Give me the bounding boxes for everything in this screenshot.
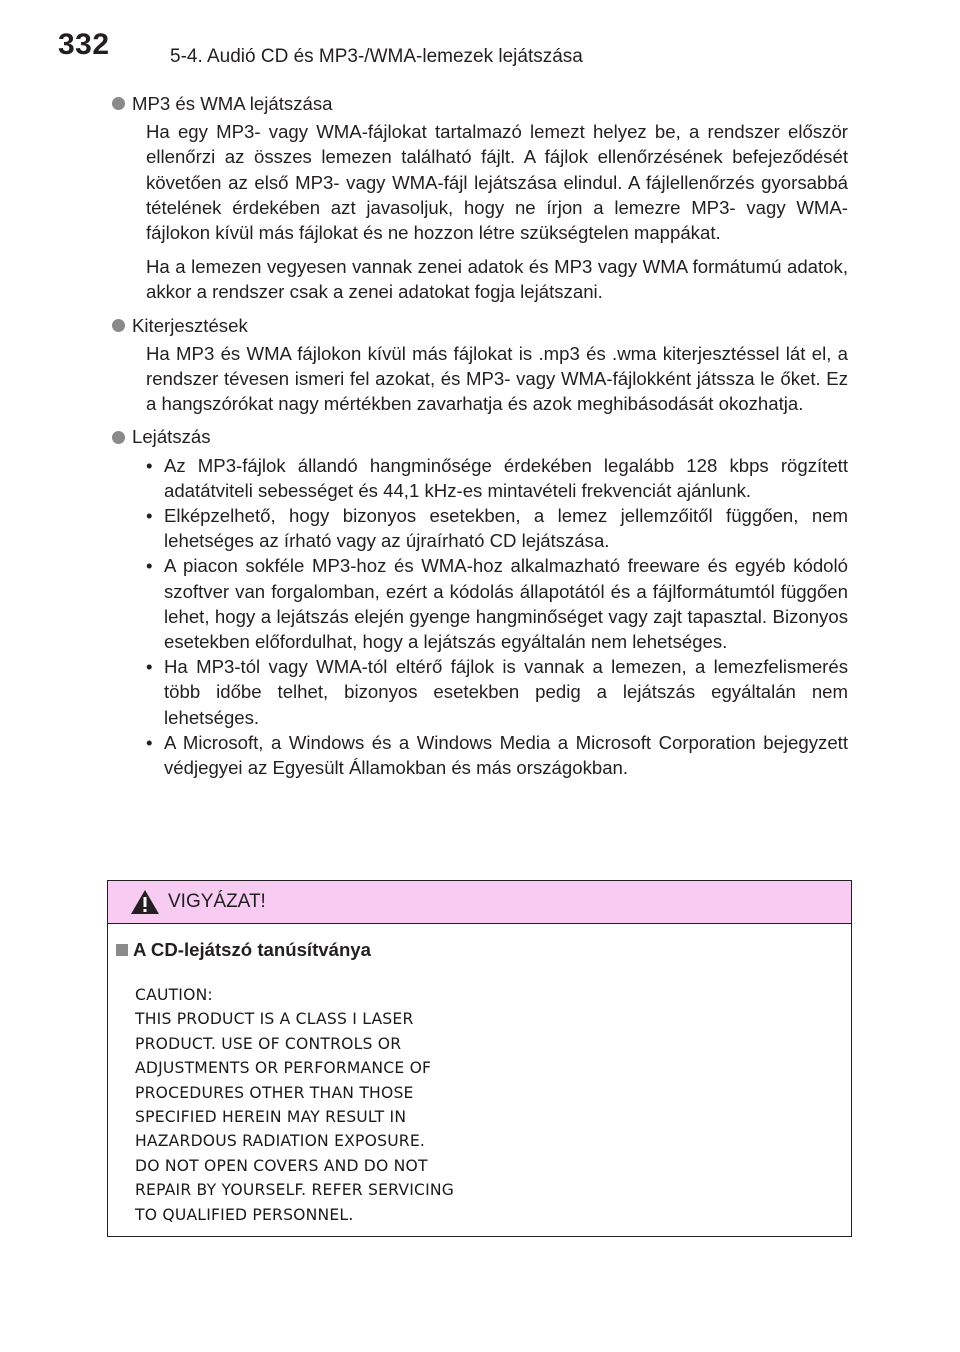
circle-bullet-icon xyxy=(112,97,125,110)
section-heading xyxy=(112,91,848,116)
main-content xyxy=(112,91,848,788)
caution-line: ADJUSTMENTS OR PERFORMANCE OF xyxy=(135,1059,432,1078)
list-item: • Ha MP3-tól vagy WMA-tól eltérő fájlok is vannak a lemezen, a lemezfelismerés több időbe telhet, bizonyos esetekben pedig a lejátszás egyáltalán nem lehetséges. xyxy=(146,654,848,730)
warning-box xyxy=(107,880,852,1237)
laser-caution-label xyxy=(135,983,454,1227)
section-extensions xyxy=(112,313,848,417)
section-heading-text: MP3 és WMA lejátszása xyxy=(132,93,333,114)
list-item: • Az MP3-fájlok állandó hangminősége érdekében legalább 128 kbps rögzített adatátviteli sebességet és 44,1 kHz-es mintavételi frekvenciát ajánlunk. xyxy=(146,453,848,503)
caution-line: PROCEDURES OTHER THAN THOSE xyxy=(135,1083,414,1102)
paragraph: Ha MP3 és WMA fájlokon kívül más fájlokat is .mp3 és .wma kiterjesztéssel lát el, a rendszer tévesen ismeri fel azokat, és MP3- vagy WMA-fájlokként játssza le őket. Ez a hangszórókat nagy mértékben zavarhatja és azok meghibásodását okozhatja. xyxy=(146,342,848,415)
section-mp3-wma-playback xyxy=(112,91,848,305)
playback-list xyxy=(146,453,848,781)
circle-bullet-icon xyxy=(112,319,125,332)
caution-line: CAUTION: xyxy=(135,986,213,1004)
list-item: • A piacon sokféle MP3-hoz és WMA-hoz alkalmazható freeware és egyéb kódoló szoftver van forgalomban, ezért a kódolás állapotától és a fájlformátumtól függően lehet, hogy a lejátszás elején gyenge hangminőséget vagy zajt tapasztal. Bizonyos esetekben előfordulhat, hogy a lejátszás egyáltalán nem lehetséges. xyxy=(146,553,848,654)
section-playback xyxy=(112,424,848,780)
caution-line: HAZARDOUS RADIATION EXPOSURE. xyxy=(135,1132,426,1151)
section-heading xyxy=(112,424,848,449)
paragraph: Ha egy MP3- vagy WMA-fájlokat tartalmazó lemezt helyez be, a rendszer először ellenőrzi az összes lemezen található fájlt. A fájlok ellenőrzésének befejeződését követően az első MP3- vagy WMA-fájl lejátszása elindul. A fájlellenőrzés gyorsabbá tételének érdekében azt javasoljuk, hogy ne írjon a lemezre MP3- vagy WMA-fájlokon kívül más fájlokat és ne hozzon létre szükségtelen mappákat. xyxy=(146,121,848,244)
caution-line: PRODUCT. USE OF CONTROLS OR xyxy=(135,1034,402,1053)
square-bullet-icon xyxy=(116,944,128,956)
warning-title: VIGYÁZAT! xyxy=(168,891,266,912)
caution-line: SPECIFIED HEREIN MAY RESULT IN xyxy=(135,1108,407,1127)
warning-subheading xyxy=(116,939,371,961)
list-item: • A Microsoft, a Windows és a Windows Media a Microsoft Corporation bejegyzett védjegyei az Egyesült Államokban és más országokban. xyxy=(146,730,848,780)
caution-line: REPAIR BY YOURSELF. REFER SERVICING xyxy=(135,1181,455,1200)
warning-subheading-text: A CD-lejátszó tanúsítványa xyxy=(133,939,371,960)
caution-line: TO QUALIFIED PERSONNEL. xyxy=(135,1205,354,1224)
warning-header xyxy=(108,881,851,924)
paragraph: Ha a lemezen vegyesen vannak zenei adatok és MP3 vagy WMA formátumú adatok, akkor a rendszer csak a zenei adatokat fogja lejátszani. xyxy=(146,256,848,303)
page-number: 332 xyxy=(58,28,110,61)
list-item: • Elképzelhető, hogy bizonyos esetekben, a lemez jellemzőitől függően, nem lehetséges az írható vagy az újraírható CD lejátszása. xyxy=(146,503,848,553)
warning-triangle-icon xyxy=(130,889,160,915)
section-heading-text: Lejátszás xyxy=(132,426,211,448)
caution-line: THIS PRODUCT IS A CLASS Ⅰ LASER xyxy=(135,1010,414,1029)
section-heading-text: Kiterjesztések xyxy=(132,314,248,336)
page-header-title: 5-4. Audió CD és MP3-/WMA-lemezek lejátszása xyxy=(170,46,583,67)
section-heading xyxy=(112,313,848,338)
caution-line: DO NOT OPEN COVERS AND DO NOT xyxy=(135,1156,428,1175)
circle-bullet-icon xyxy=(112,431,125,444)
